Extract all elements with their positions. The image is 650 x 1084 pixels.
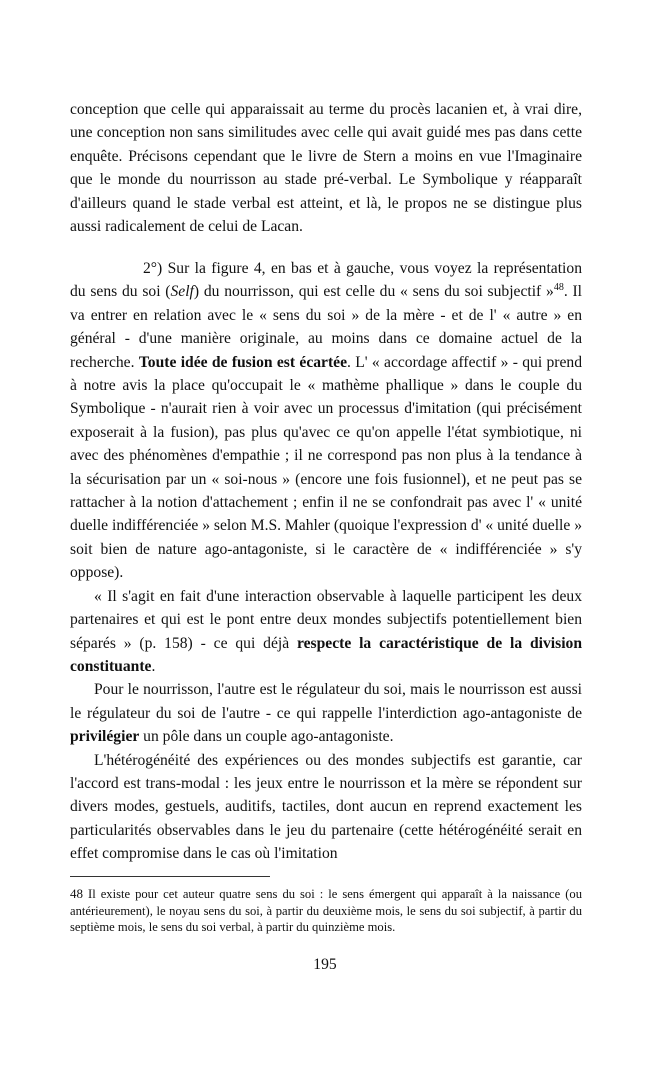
- paragraph-5: [70, 749, 582, 866]
- paragraph-2: [70, 257, 582, 585]
- paragraph-2-text-d: . L' « accordage affectif » - qui prend à notre avis la place qu'occupait le « mathème phallique » dans le couple du Symbolique - n'aurait rien à voir avec un processus d'imitation (qui précisément exposerait à la fusion), pas plus qu'avec ce qu'on appelle l'état symbiotique, ni avec des phénomènes d'empathie ; il ne correspond pas non plus à la tendance à la sécurisation par un « soi-nous » (encore une fois fusionnel), et ne peut pas se rattacher à la notion d'attachement ; enfin il ne se confondrait pas avec l' « unité duelle indifférenciée » selon M.S. Mahler (quoique l'expression d' « unité duelle » soit bien de nature ago-antagoniste, si le caractère de « indifférenciée » s'y oppose).: [70, 353, 583, 582]
- footnote-reference[interactable]: 48: [553, 282, 564, 294]
- paragraph-2-text-b: ) du nourrisson, qui est celle du « sens du soi subjectif »: [193, 283, 554, 301]
- paragraph-2-text-c: . Il va entrer en relation avec le « sens du soi » de la mère - et de l' « autre » en général - d'une manière originale, au moins dans ce domaine actuel de la recherche.: [70, 283, 583, 371]
- paragraph-2-bold: Toute idée de fusion est écartée: [138, 353, 347, 371]
- footnote-text: Il existe pour cet auteur quatre sens du soi : le sens émergent qui apparaît à la naissance (ou antérieurement), le noyau sens du soi, à partir du deuxième mois, le sens du soi subjectif, à partir du septième mois, le sens du soi verbal, à partir du quinzième mois.: [70, 887, 582, 935]
- paragraph-3-text-a: « Il s'agit en fait d'une interaction observable à laquelle participent les deux partenaires et qui est le pont entre deux mondes subjectifs potentiellement bien séparés » (p. 158) - ce qui déjà: [70, 587, 582, 652]
- paragraph-5-text: L'hétérogénéité des expériences ou des mondes subjectifs est garantie, car l'accord est trans-modal : les jeux entre le nourrisson et la mère se répondent sur divers modes, gestuels, auditifs, tactiles, dont aucun en reprend exactement les particularités observables dans le jeu du partenaire (cette hétérogénéité serait en effet compromise dans le cas où l'imitation: [70, 751, 582, 863]
- paragraph-3-text-b: .: [151, 657, 156, 675]
- paragraph-1: [70, 98, 582, 238]
- paragraph-2-text-a: 2°) Sur la figure 4, en bas et à gauche, vous voyez la représentation du sens du soi (: [70, 260, 582, 301]
- paragraph-4-bold: privilégier: [70, 728, 140, 746]
- paragraph-1-text: conception que celle qui apparaissait au terme du procès lacanien et, à vrai dire, une conception non sans similitudes avec celle qui avait guidé mes pas dans cette enquête. Précisons cependant que le livre de Stern a moins en vue l'Imaginaire que le monde du nourrisson au stade pré-verbal. Le Symbolique y réapparaît d'ailleurs quand le stade verbal est atteint, et là, le propos ne se distingue plus aussi radicalement de celui de Lacan.: [70, 101, 582, 236]
- footnote-divider: [70, 876, 270, 877]
- text-block-main: [70, 257, 582, 866]
- page-number: 195: [313, 956, 337, 973]
- paragraph-3: [70, 585, 582, 679]
- paragraph-3-bold: respecte la caractéristique de la division constituante: [70, 634, 582, 675]
- paragraph-2-italic: Self: [170, 283, 194, 301]
- paragraph-4-text-a: Pour le nourrisson, l'autre est le régulateur du soi, mais le nourrisson est aussi le régulateur du soi de l'autre - ce qui rappelle l'interdiction ago-antagoniste de: [70, 681, 582, 722]
- paragraph-4-text-b: un pôle dans un couple ago-antagoniste.: [139, 728, 394, 746]
- text-block-top: [70, 98, 582, 238]
- footnote-number: 48: [70, 886, 83, 901]
- footnote: [70, 886, 582, 936]
- paragraph-4: [70, 678, 582, 748]
